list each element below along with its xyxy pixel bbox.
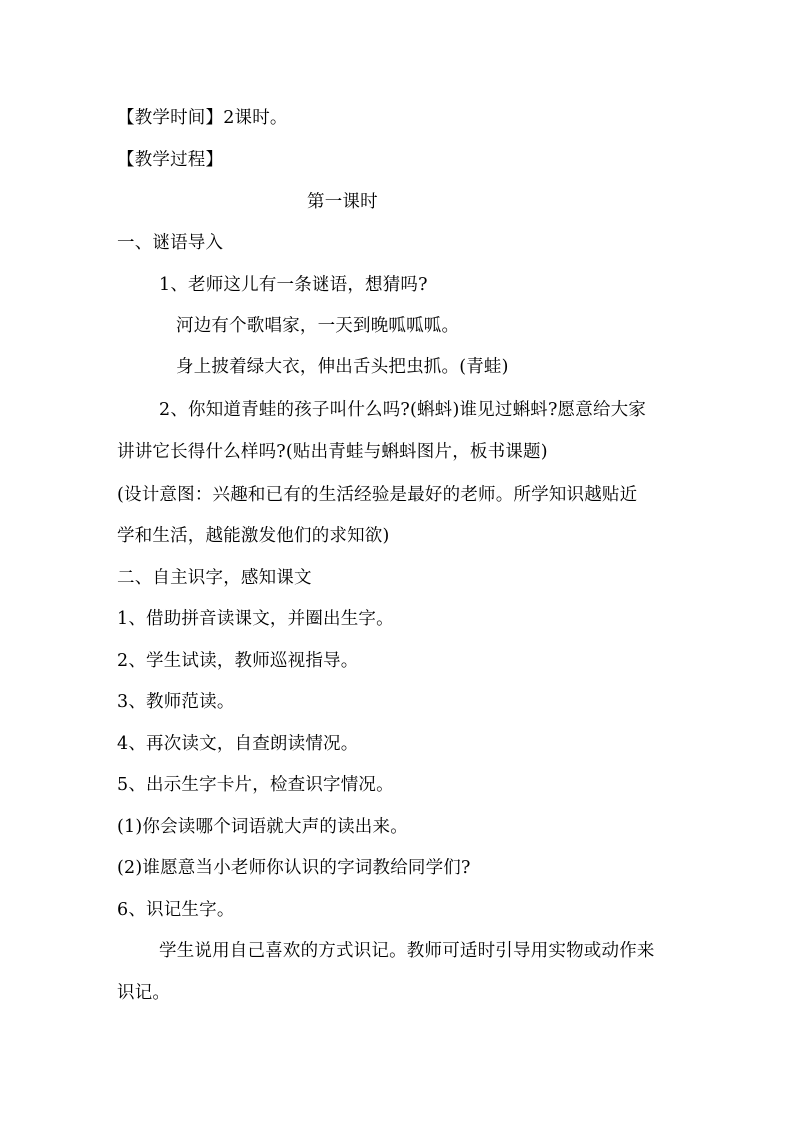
lesson-title: 第一课时 — [307, 192, 378, 212]
section2-heading: 二、自主识字，感知课文 — [117, 568, 312, 588]
section2-sub2: (2)谁愿意当小老师你认识的字词教给同学们? — [117, 858, 471, 878]
section1-item2-line1: 2、你知道青蛙的孩子叫什么吗?(蝌蚪)谁见过蝌蚪?愿意给大家 — [159, 400, 647, 420]
teaching-time: 【教学时间】2课时。 — [117, 108, 288, 128]
section1-item1: 1、老师这儿有一条谜语，想猜吗? — [159, 275, 428, 295]
teaching-process-heading: 【教学过程】 — [117, 150, 224, 170]
riddle-line2: 身上披着绿大衣，伸出舌头把虫抓。(青蛙) — [176, 357, 509, 377]
section2-step1: 1、借助拼音读课文，并圈出生字。 — [117, 609, 394, 629]
design-intent-line1: (设计意图：兴趣和已有的生活经验是最好的老师。所学知识越贴近 — [117, 485, 638, 505]
section2-sub1: (1)你会读哪个词语就大声的读出来。 — [117, 817, 408, 837]
section2-note-line2: 识记。 — [117, 983, 171, 1003]
riddle-line1: 河边有个歌唱家，一天到晚呱呱呱。 — [176, 316, 460, 336]
section2-step2: 2、学生试读，教师巡视指导。 — [117, 651, 359, 671]
section2-step5: 5、出示生字卡片，检查识字情况。 — [117, 775, 394, 795]
section1-item2-line2: 讲讲它长得什么样吗?(贴出青蛙与蝌蚪图片，板书课题) — [117, 442, 548, 462]
section1-heading: 一、谜语导入 — [117, 233, 224, 253]
section2-step4: 4、再次读文，自查朗读情况。 — [117, 734, 359, 754]
design-intent-line2: 学和生活，越能激发他们的求知欲) — [117, 526, 390, 546]
section2-step6: 6、识记生字。 — [117, 900, 235, 920]
section2-step3: 3、教师范读。 — [117, 692, 235, 712]
section2-note-line1: 学生说用自己喜欢的方式识记。教师可适时引导用实物或动作来 — [159, 941, 655, 961]
